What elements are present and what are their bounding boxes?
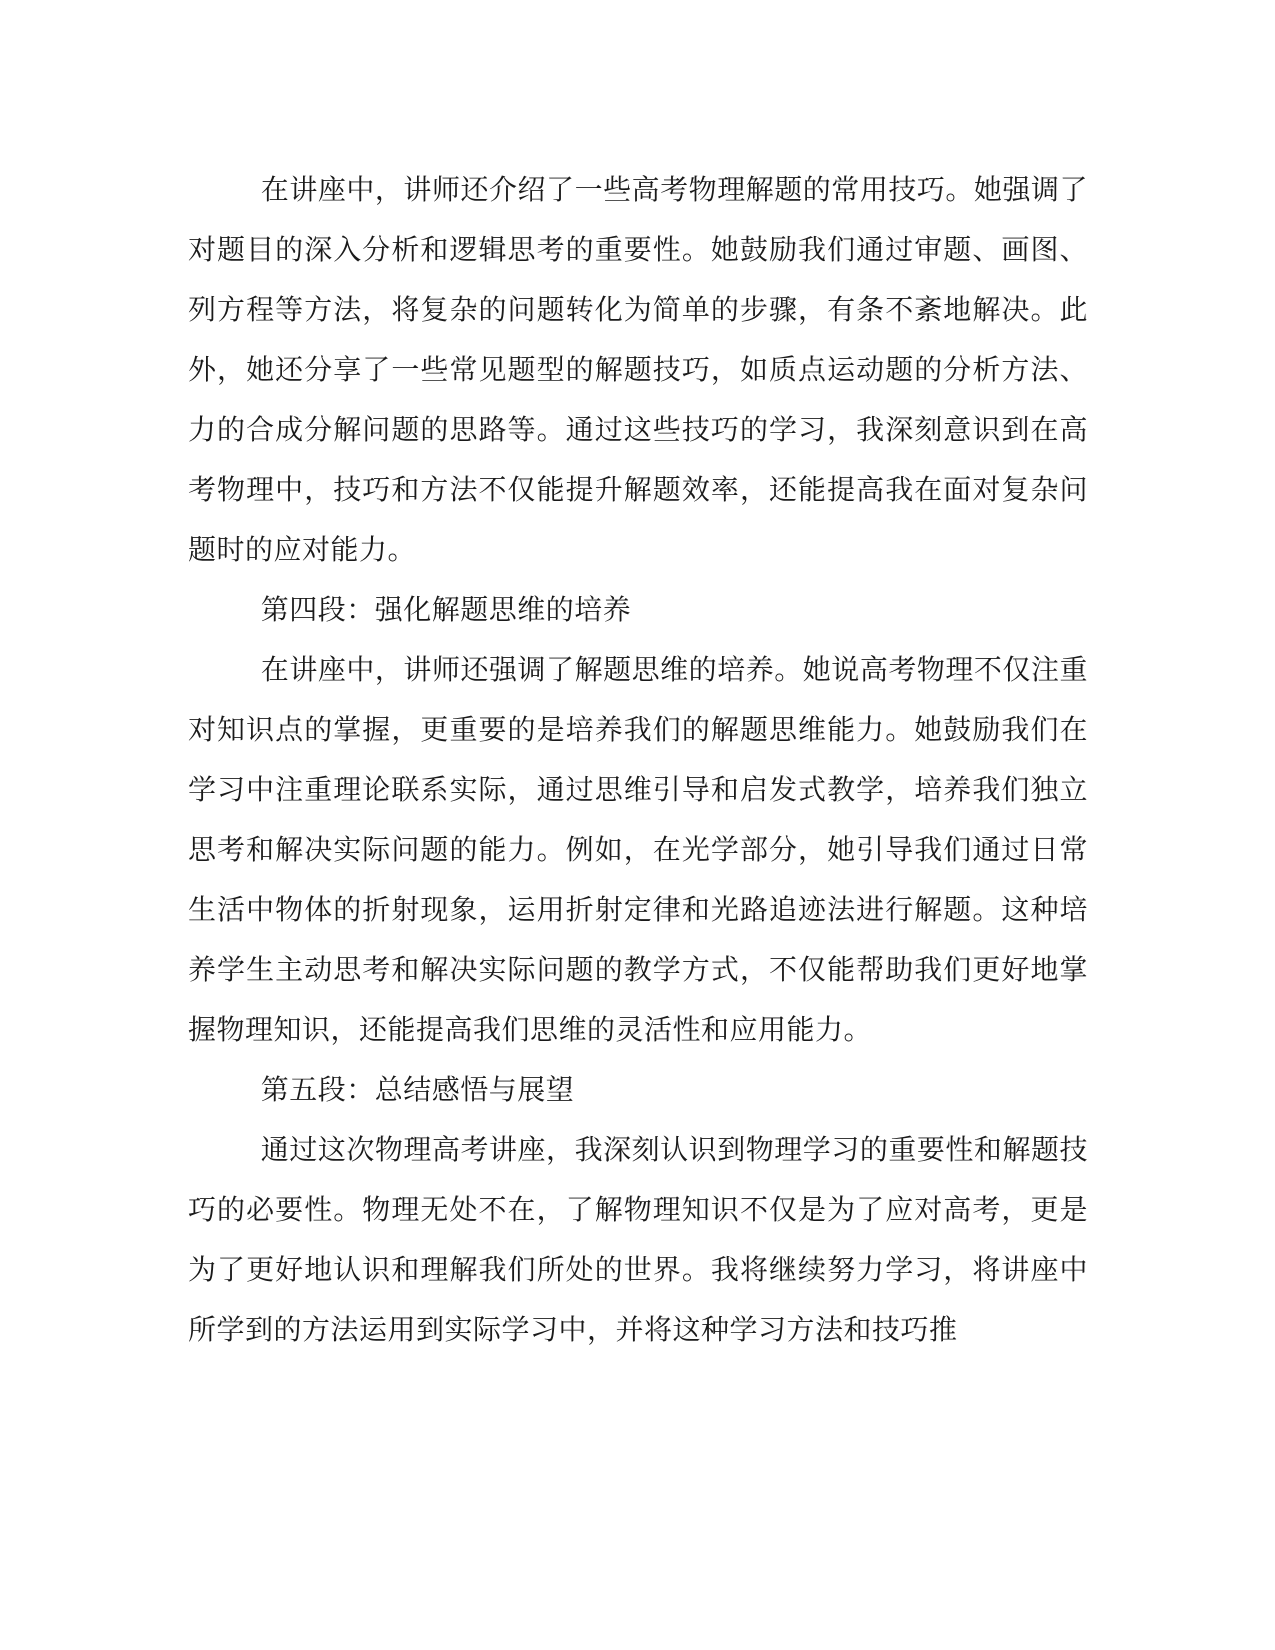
paragraph-thinking: 在讲座中，讲师还强调了解题思维的培养。她说高考物理不仅注重对知识点的掌握，更重要的是培养我们的解题思维能力。她鼓励我们在学习中注重理论联系实际，通过思维引导和启发式教学，培养我们独立思考和解决实际问题的能力。例如，在光学部分，她引导我们通过日常生活中物体的折射现象，运用折射定律和光路追迹法进行解题。这种培养学生主动思考和解决实际问题的教学方式，不仅能帮助我们更好地掌握物理知识，还能提高我们思维的灵活性和应用能力。 <box>188 653 1088 1046</box>
section-heading-4: 第四段：强化解题思维的培养 <box>260 593 632 626</box>
paragraph-summary: 通过这次物理高考讲座，我深刻认识到物理学习的重要性和解题技巧的必要性。物理无处不在，了解物理知识不仅是为了应对高考，更是为了更好地认识和理解我们所处的世界。我将继续努力学习，将讲座中所学到的方法运用到实际学习中，并将这种学习方法和技巧推 <box>188 1133 1088 1346</box>
document-body <box>188 160 1088 1360</box>
section-heading-5: 第五段：总结感悟与展望 <box>260 1073 575 1106</box>
paragraph-techniques: 在讲座中，讲师还介绍了一些高考物理解题的常用技巧。她强调了对题目的深入分析和逻辑思考的重要性。她鼓励我们通过审题、画图、列方程等方法，将复杂的问题转化为简单的步骤，有条不紊地解决。此外，她还分享了一些常见题型的解题技巧，如质点运动题的分析方法、力的合成分解问题的思路等。通过这些技巧的学习，我深刻意识到在高考物理中，技巧和方法不仅能提升解题效率，还能提高我在面对复杂问题时的应对能力。 <box>188 173 1088 566</box>
